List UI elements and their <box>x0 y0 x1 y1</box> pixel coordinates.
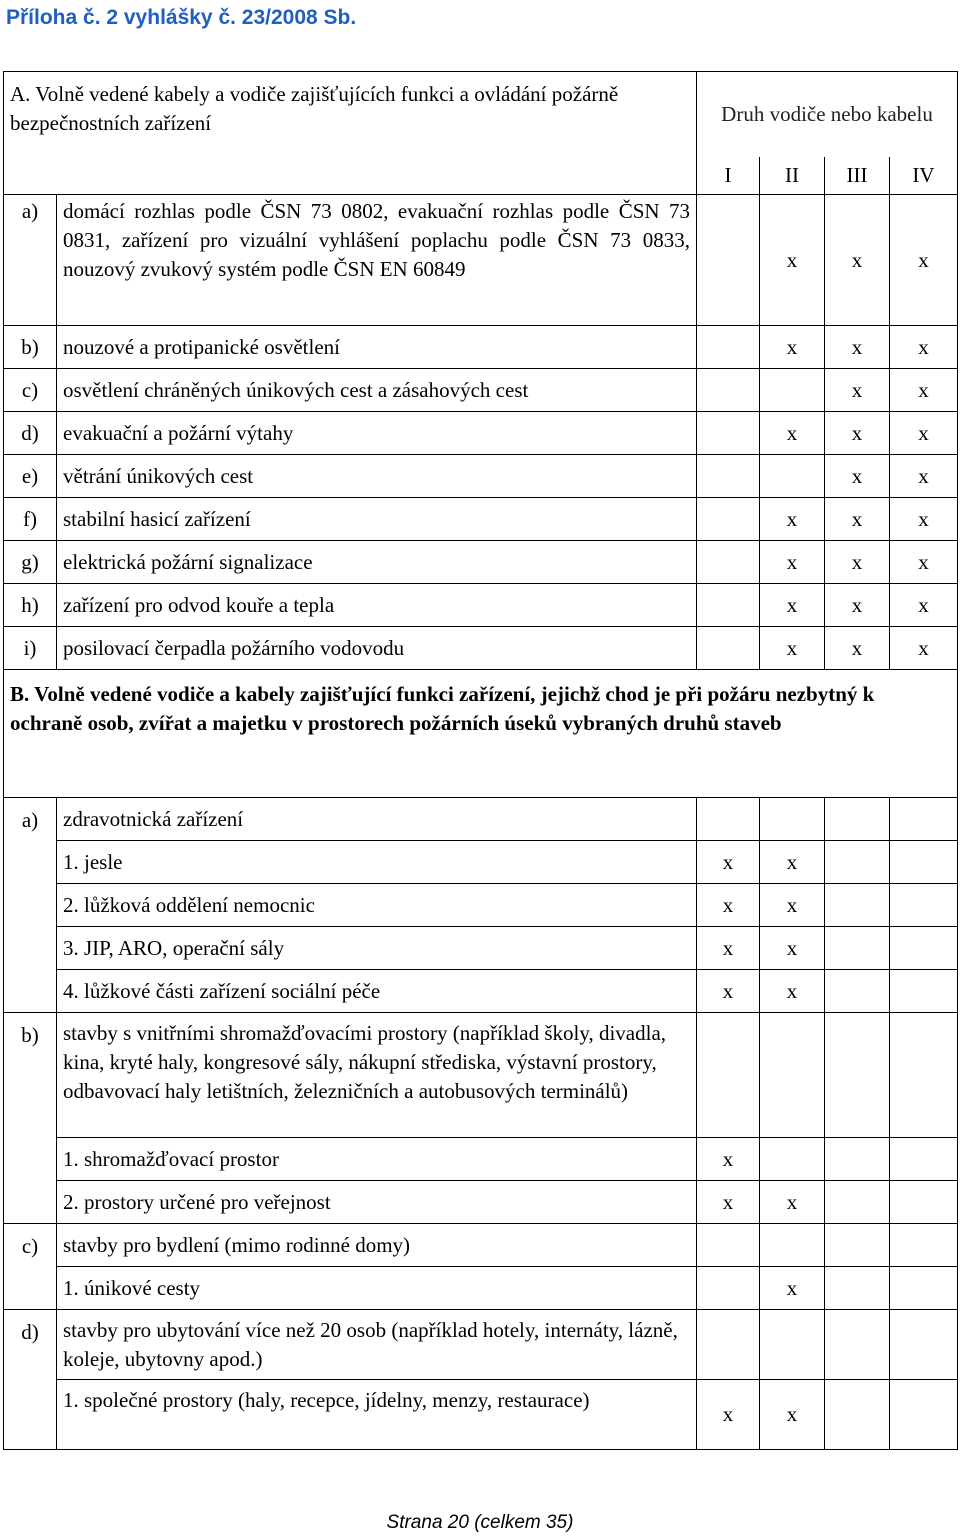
group-letter: c) <box>4 1224 57 1310</box>
group-letter: d) <box>4 1310 57 1450</box>
mark-cell: x <box>760 627 825 670</box>
mark-cell <box>697 1310 760 1380</box>
mark-cell <box>825 1380 890 1450</box>
mark-cell: x <box>697 884 760 927</box>
item-text: 1. jesle <box>57 841 697 884</box>
row-letter: h) <box>4 584 57 627</box>
mark-cell: x <box>760 541 825 584</box>
mark-cell <box>825 970 890 1013</box>
mark-cell: x <box>697 1380 760 1450</box>
mark-cell <box>825 1138 890 1181</box>
mark-cell: x <box>760 584 825 627</box>
mark-cell <box>825 1267 890 1310</box>
mark-cell: x <box>760 841 825 884</box>
table-row <box>4 195 958 326</box>
item-text: 1. shromažďovací prostor <box>57 1138 697 1181</box>
table-row <box>4 541 958 584</box>
mark-cell <box>760 1138 825 1181</box>
mark-cell <box>697 1224 760 1267</box>
document-header: Příloha č. 2 vyhlášky č. 23/2008 Sb. <box>6 6 357 29</box>
mark-cell <box>825 1310 890 1380</box>
mark-cell <box>697 498 760 541</box>
mark-cell: x <box>697 1138 760 1181</box>
row-text: zařízení pro odvod kouře a tepla <box>57 584 697 627</box>
mark-cell: x <box>760 326 825 369</box>
mark-cell: x <box>697 841 760 884</box>
item-row <box>4 970 958 1013</box>
group-row <box>4 1310 958 1380</box>
row-text: evakuační a požární výtahy <box>57 412 697 455</box>
mark-cell <box>890 1267 958 1310</box>
item-row <box>4 1267 958 1310</box>
group-row <box>4 1224 958 1267</box>
mark-cell <box>890 1013 958 1138</box>
mark-cell: x <box>890 627 958 670</box>
mark-cell <box>825 1224 890 1267</box>
mark-cell: x <box>760 412 825 455</box>
group-text: zdravotnická zařízení <box>57 798 697 841</box>
mark-cell <box>890 970 958 1013</box>
mark-cell <box>697 455 760 498</box>
item-row <box>4 884 958 927</box>
column-header-iv: IV <box>890 157 958 195</box>
group-text: stavby pro ubytování více než 20 osob (například hotely, internáty, lázně, koleje, ubytovny apod.) <box>57 1310 697 1380</box>
mark-cell: x <box>825 627 890 670</box>
group-text: stavby pro bydlení (mimo rodinné domy) <box>57 1224 697 1267</box>
mark-cell <box>825 884 890 927</box>
mark-cell: x <box>760 927 825 970</box>
mark-cell: x <box>825 498 890 541</box>
row-letter: g) <box>4 541 57 584</box>
mark-cell <box>697 627 760 670</box>
group-row <box>4 798 958 841</box>
group-letter: a) <box>4 798 57 1013</box>
mark-cell <box>697 326 760 369</box>
mark-cell: x <box>890 455 958 498</box>
mark-cell <box>890 798 958 841</box>
row-text: stabilní hasicí zařízení <box>57 498 697 541</box>
mark-cell: x <box>825 541 890 584</box>
group-text: stavby s vnitřními shromažďovacími prostory (například školy, divadla, kina, kryté haly, kongresové sály, nákupní střediska, výstavní prostory, odbavovací haly letištních, železničních a autobusových terminálů) <box>57 1013 697 1138</box>
mark-cell: x <box>760 1267 825 1310</box>
mark-cell: x <box>760 1181 825 1224</box>
row-letter: d) <box>4 412 57 455</box>
item-text: 1. únikové cesty <box>57 1267 697 1310</box>
page-footer: Strana 20 (celkem 35) <box>386 1512 574 1533</box>
mark-cell <box>697 1267 760 1310</box>
mark-cell: x <box>825 326 890 369</box>
mark-cell: x <box>890 412 958 455</box>
mark-cell <box>825 1013 890 1138</box>
column-header-iii: III <box>825 157 890 195</box>
mark-cell <box>760 455 825 498</box>
mark-cell <box>825 927 890 970</box>
mark-cell <box>760 1224 825 1267</box>
mark-cell: x <box>825 455 890 498</box>
mark-cell: x <box>825 369 890 412</box>
row-letter: i) <box>4 627 57 670</box>
section-a-title: A. Volně vedené kabely a vodiče zajišťujících funkci a ovládání požárně bezpečnostních zařízení <box>4 72 697 195</box>
mark-cell: x <box>825 195 890 326</box>
row-letter: b) <box>4 326 57 369</box>
mark-cell: x <box>760 970 825 1013</box>
row-text: nouzové a protipanické osvětlení <box>57 326 697 369</box>
table-row <box>4 627 958 670</box>
mark-cell <box>697 584 760 627</box>
item-text: 2. lůžková oddělení nemocnic <box>57 884 697 927</box>
item-text: 1. společné prostory (haly, recepce, jídelny, menzy, restaurace) <box>57 1380 697 1450</box>
mark-cell <box>890 884 958 927</box>
row-text: posilovací čerpadla požárního vodovodu <box>57 627 697 670</box>
mark-cell: x <box>760 1380 825 1450</box>
section-b-title: B. Volně vedené vodiče a kabely zajišťující funkci zařízení, jejichž chod je při požáru nezbytný k ochraně osob, zvířat a majetku v prostorech požárních úseků vybraných druhů staveb <box>4 670 958 798</box>
mark-cell <box>825 841 890 884</box>
mark-cell <box>890 1181 958 1224</box>
group-letter: b) <box>4 1013 57 1224</box>
mark-cell: x <box>890 195 958 326</box>
mark-cell <box>697 541 760 584</box>
item-row <box>4 841 958 884</box>
row-letter: f) <box>4 498 57 541</box>
table-row <box>4 412 958 455</box>
mark-cell <box>890 927 958 970</box>
mark-cell: x <box>825 412 890 455</box>
group-row <box>4 1013 958 1138</box>
mark-cell <box>825 798 890 841</box>
mark-cell <box>890 1310 958 1380</box>
mark-cell: x <box>890 498 958 541</box>
row-letter: a) <box>4 195 57 326</box>
mark-cell <box>697 1013 760 1138</box>
mark-cell <box>890 1224 958 1267</box>
mark-cell <box>890 1138 958 1181</box>
mark-cell: x <box>890 369 958 412</box>
table-row <box>4 584 958 627</box>
row-text: osvětlení chráněných únikových cest a zásahových cest <box>57 369 697 412</box>
item-row <box>4 927 958 970</box>
row-text: domácí rozhlas podle ČSN 73 0802, evakuační rozhlas podle ČSN 73 0831, zařízení pro vizuální vyhlášení poplachu podle ČSN 73 0833, nouzový zvukový systém podle ČSN EN 60849 <box>57 195 697 326</box>
mark-cell: x <box>760 195 825 326</box>
mark-cell <box>890 1380 958 1450</box>
mark-cell: x <box>697 1181 760 1224</box>
row-letter: e) <box>4 455 57 498</box>
column-header-i: I <box>697 157 760 195</box>
mark-cell <box>760 1310 825 1380</box>
mark-cell <box>760 1013 825 1138</box>
table-row <box>4 498 958 541</box>
row-letter: c) <box>4 369 57 412</box>
item-row <box>4 1181 958 1224</box>
table-row <box>4 369 958 412</box>
mark-cell: x <box>890 326 958 369</box>
item-row <box>4 1138 958 1181</box>
mark-cell: x <box>697 970 760 1013</box>
mark-cell <box>760 369 825 412</box>
mark-cell: x <box>760 884 825 927</box>
cable-table <box>3 71 958 1450</box>
mark-cell <box>825 1181 890 1224</box>
mark-cell: x <box>890 541 958 584</box>
mark-cell <box>697 369 760 412</box>
mark-cell: x <box>825 584 890 627</box>
row-text: elektrická požární signalizace <box>57 541 697 584</box>
column-header-ii: II <box>760 157 825 195</box>
row-text: větrání únikových cest <box>57 455 697 498</box>
table-row <box>4 455 958 498</box>
mark-cell: x <box>697 927 760 970</box>
mark-cell: x <box>760 498 825 541</box>
table-row <box>4 326 958 369</box>
item-row <box>4 1380 958 1450</box>
item-text: 4. lůžkové části zařízení sociální péče <box>57 970 697 1013</box>
mark-cell <box>760 798 825 841</box>
mark-cell <box>697 798 760 841</box>
mark-cell: x <box>890 584 958 627</box>
mark-cell <box>890 841 958 884</box>
mark-cell <box>697 195 760 326</box>
item-text: 3. JIP, ARO, operační sály <box>57 927 697 970</box>
mark-cell <box>697 412 760 455</box>
item-text: 2. prostory určené pro veřejnost <box>57 1181 697 1224</box>
cable-type-header: Druh vodiče nebo kabelu <box>697 72 958 157</box>
